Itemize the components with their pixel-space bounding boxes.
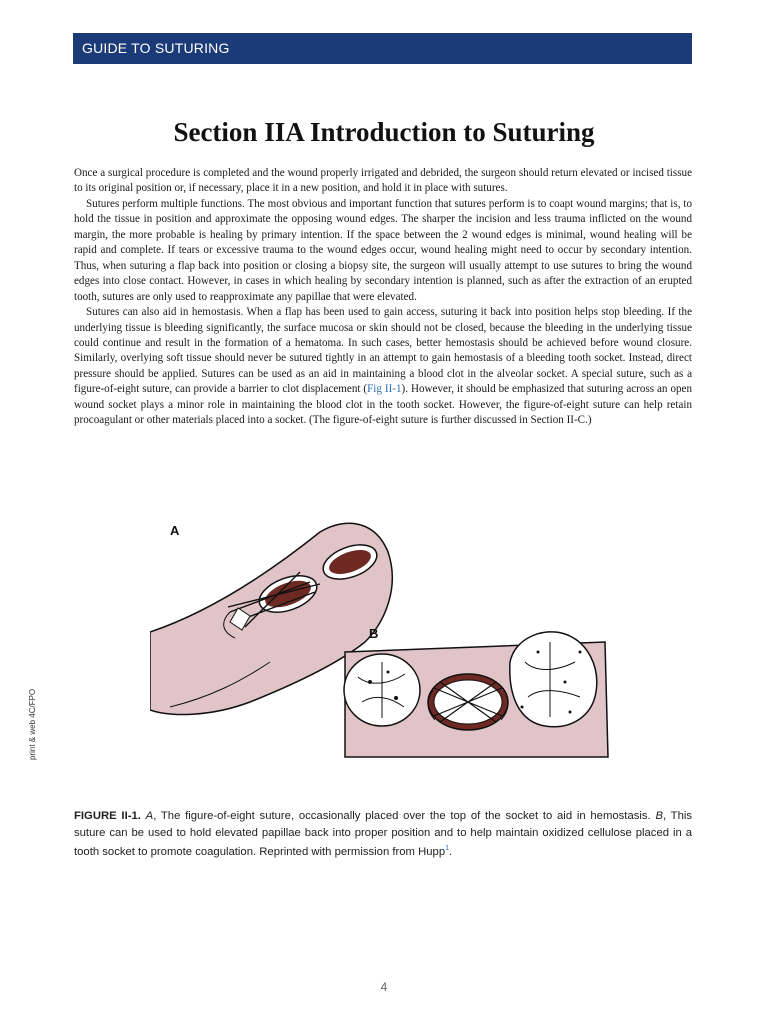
body-text [74,166,692,429]
caption-letter-b: B [655,810,663,822]
figure-caption [74,808,692,860]
caption-text-a: , The figure-of-eight suture, occasionally placed over the top of the socket to aid in hemostasis. [153,810,656,822]
figure-label-a: A [170,523,180,538]
paragraph-1: Once a surgical procedure is completed and the wound properly irrigated and debrided, the surgeon should return elevated or incised tissue to its original position or, if necessary, place it in a new position, and hold it in place with sutures. [74,167,692,195]
panel-b-drawing [344,632,608,757]
paragraph-2: Sutures perform multiple functions. The most obvious and important function that sutures perform is to coapt wound margins; that is, to hold the tissue in position and approximate the opposing wound edges. The sharper the incision and less trauma inflicted on the wound margin, the more probable is healing by primary intention. If the space between the 2 wound edges is minimal, wound healing will be rapid and complete. If tears or excessive trauma to the wound edges occur, wound healing might need to occur by secondary intention. Thus, when suturing a flap back into position or closing a biopsy site, the surgeon will usually attempt to use sutures to bring the wound edges into close contact. However, in cases in which healing by secondary intention is planned, such as after the extraction of an erupted tooth, sutures are only used to reapproximate any papillae that were elevated. [74,197,692,303]
caption-end: . [449,845,453,858]
figure-illustration [150,512,630,770]
caption-letter-a: A [145,810,154,822]
print-note: print & web 4C/FPO [28,688,37,760]
paragraph-3-text-a: Sutures can also aid in hemostasis. When a flap has been used to gain access, suturing it back into position helps stop bleeding. If the underlying tissue is bleeding significantly, the surface mucosa or skin should not be closed, because the bleeding in the underlying tissue could continue and result in the formation of a hematoma. In such cases, better hemostasis should be achieved before wound closure. Similarly, overlying soft tissue should never be sutured tightly in an attempt to gain hemostasis of a bleeding tooth socket. Instead, direct pressure should be applied. Sutures can be used as an aid in maintaining a blood clot in the alveolar socket. A special suture, such as a figure-of-eight suture, can provide a barrier to clot displacement ( [74,306,692,396]
paragraph-3 [74,305,692,429]
paragraph-3-text-b: ). However, it should be emphasized that suturing across an open wound socket plays a minor role in maintaining the blood clot in the tooth socket. However, the figure-of-eight suture can help retain procoagulant or other materials placed into a socket. (The figure-of-eight suture is further discussed in Section II-C.) [74,383,693,427]
figure-reference-link[interactable]: Fig II-1 [367,383,402,396]
running-header-title: GUIDE TO SUTURING [82,40,230,56]
caption-reference[interactable]: 1 [445,845,450,852]
figure-caption-label: FIGURE II-1. [74,810,141,822]
caption-text-b: , This suture can be used to hold elevated papillae back into proper position and to help maintain oxidized cellulose placed in a tooth socket to promote coagulation. Reprinted with permission from Hupp [74,810,693,858]
page-number: 4 [380,980,388,994]
figure-label-b: B [369,626,379,641]
section-title: Section IIA Introduction to Suturing [173,117,595,147]
running-header [73,33,692,64]
